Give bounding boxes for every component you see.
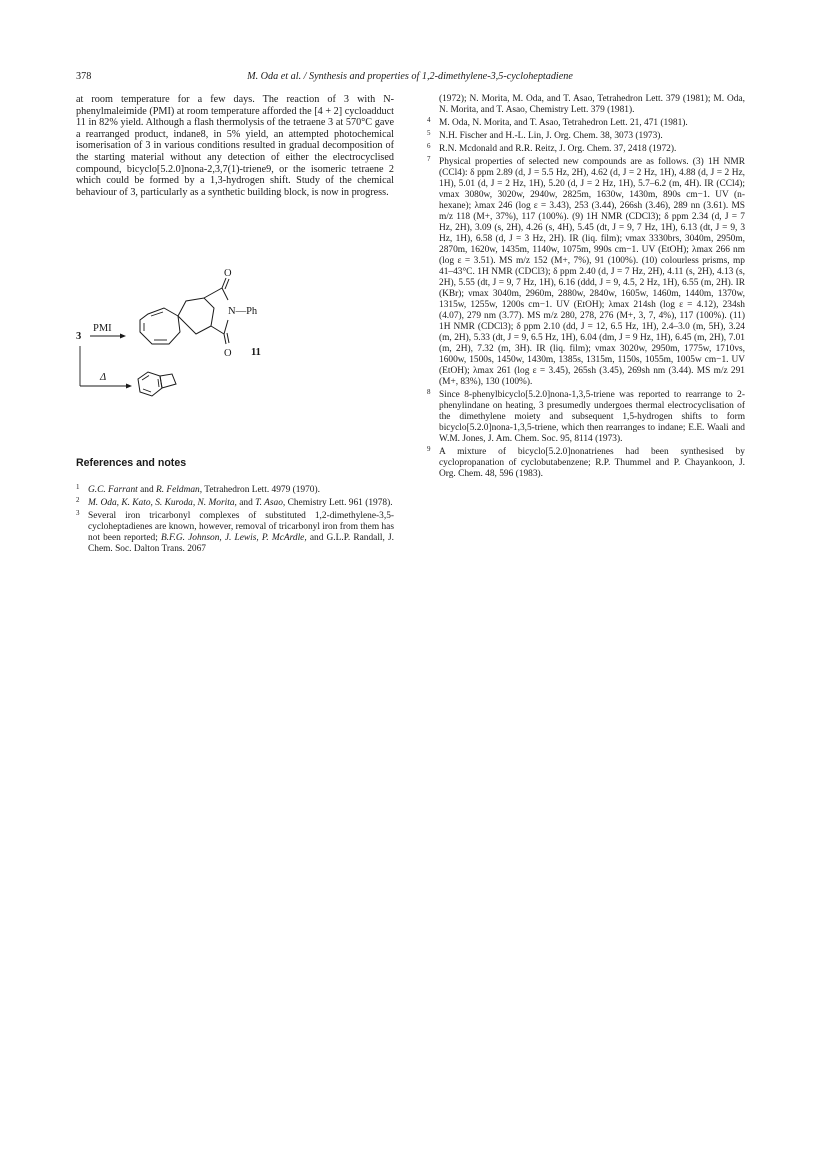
reaction-scheme <box>76 268 394 436</box>
page-header <box>76 71 744 87</box>
running-title: M. Oda et al. / Synthesis and properties of 1,2-dimethylene-3,5-cycloheptadiene <box>247 71 573 82</box>
arrow-head-pmi <box>120 334 126 339</box>
reference-2: 2 M. Oda, K. Kato, S. Kuroda, N. Morita, and T. Asao, Chemistry Lett. 961 (1978). <box>76 496 393 508</box>
reference-6: 6 R.N. Mcdonald and R.R. Reitz, J. Org. Chem. 37, 2418 (1972). <box>427 142 677 154</box>
compound-11-label: 11 <box>251 347 261 358</box>
body-paragraph: at room temperature for a few days. The reaction of 3 with N-phenylmaleimide (PMI) at room temperature afforded the [4 + 2] cycloadduct 11 in 82% yield. Although a flash thermolysis of the tetraene 3 at 570°C gave a rearranged product, indane8, in 5% yield, an attempted photochemical isomerisation of 3 in various conditions resulted in gradual decomposition of the starting material without any detection of either the electrocyclised compound, bicyclo[5.2.0]nona-2,3,7(1)-triene9, or the isomeric tetraene 2 which could be formed by a 1,3-hydrogen shift. Study of the chemical behaviour of 3, particularly as a synthetic building block, is now in progress. <box>76 94 394 198</box>
compound-3-label: 3 <box>76 331 82 342</box>
references-heading: References and notes <box>76 457 187 469</box>
carbonyl-oxygen-bottom: O <box>224 348 232 359</box>
indane-cyclopentane-ring <box>160 374 176 388</box>
arrow-head-heat <box>126 384 132 389</box>
reagent-pmi-label: PMI <box>93 323 112 334</box>
reference-3-continued: (1972); N. Morita, M. Oda, and T. Asao, Tetrahedron Lett. 379 (1981); M. Oda, N. Morita, and T. Asao, Chemistry Lett. 379 (1981). <box>439 94 745 115</box>
n-phenyl-label: N—Ph <box>228 306 258 317</box>
carbonyl-oxygen-top: O <box>224 268 232 279</box>
heat-symbol: Δ <box>100 372 107 383</box>
cyclohexane-ring <box>178 298 214 334</box>
references-right <box>427 94 745 480</box>
reference-4: 4 M. Oda, N. Morita, and T. Asao, Tetrahedron Lett. 21, 471 (1981). <box>427 116 688 128</box>
reference-7: 7 Physical properties of selected new compounds are as follows. (3) 1H NMR (CCl4): δ ppm 2.89 (d, J = 5.5 Hz, 2H), 4.62 (d, J = 2 Hz, 1H), 4.88 (d, J = 2 Hz, 1H), 5.01 (d, J = 2 Hz, 1H), 5.20 (d, J = 2 Hz, 1H), 5.7–6.2 (m, 4H). IR (CCl4); νmax 3080w, 3020w, 2940w, 2825m, 1630w, 1430m, 890s cm−1. UV (n-hexane); λmax 246 (log ε = 3.43), 253 (3.44), 266sh (3.46), 289 nn (3.61). MS m/z 118 (M+, 37%), 117 (100%). (9) 1H NMR (CDCl3); δ ppm 2.34 (d, J = 7 Hz, 2H), 3.09 (s, 2H), 4.26 (s, 4H), 5.45 (dt, J = 9, 7 Hz, 1H), 6.13 (dt, J = 9, 3 Hz, 1H), 6.58 (d, J = 3 Hz, 2H). IR (liq. film); νmax 3330brs, 3040m, 2950m, 2870m, 1620w, 1435m, 1140w, 1075m, 990s cm−1. UV (EtOH); λmax 266 nm (log ε = 3.51). MS m/z 152 (M+, 7%), 91 (100%). (10) colourless prisms, mp 41–43°C. 1H NMR (CDCl3); δ ppm 2.40 (d, J = 7 Hz, 2H), 4.11 (s, 2H), 4.13 (s, 2H), 5.55 (dt, J = 9, 7 Hz, 1H), 6.16 (ddd, J = 9, 4.5, 2 Hz, 1H), 6.55 (m, 2H). IR (KBr); νmax 3040m, 2960m, 2880w, 2840w, 1605w, 1460m, 1440m, 1370w, 1315w, 1255w, 1200s cm−1. UV (EtOH); λmax 214sh (log ε = 4.12), 234sh (4.07), 279 nm (3.77). MS m/z 280, 278, 276 (M+, 3, 7, 4%), 117 (100%). (11) 1H NMR (CDCl3); δ ppm 2.10 (dd, J = 12, 6.5 Hz, 1H), 2.4–3.0 (m, 5H), 3.24 (m, 2H), 5.33 (dt, J = 9, 6.5 Hz, 1H), 6.04 (dm, J = 9 Hz, 1H), 6.45 (m, 2H), 7.01 (m, 2H), 7.32 (m, 3H). IR (liq. film); νmax 3020w, 2950m, 1775w, 1710vs, 1600w, 1500s, 1450w, 1430m, 1385s, 1315m, 1150s, 1055m, 1005w cm−1. UV (EtOH); λmax 261 (log ε = 3.45), 265sh (3.45), 269sh nm (3.44). MS m/z 291 (M+, 83%), 130 (100%). <box>427 155 745 387</box>
reference-9: 9 A mixture of bicyclo[5.2.0]nonatrienes had been synthesised by cyclopropanation of cyclobutabenzene; R.P. Thummel and P. Chayankoon, J. Org. Chem. 48, 596 (1983). <box>427 445 745 479</box>
reference-8: 8 Since 8-phenylbicyclo[5.2.0]nona-1,3,5-triene was reported to rearrange to 2-phenylindane on heating, 3 presumedly undergoes thermal electrocyclisation of the dimethylene moiety and subsequent 1,5-hydrogen shifts to form bicyclo[5.2.0]nona-1,3,5-triene, which then rearranges to indane; E.E. Waali and W.M. Jones, J. Am. Chem. Soc. 95, 8114 (1973). <box>427 388 745 444</box>
reference-3: 3 Several iron tricarbonyl complexes of substituted 1,2-dimethylene-3,5-cycloheptadienes are known, however, removal of tricarbonyl iron from them has not been reported; B.F.G. Johnson, J. Lewis, P. McArdle, and G.L.P. Randall, J. Chem. Soc. Dalton Trans. 2067 <box>76 509 395 554</box>
reference-5: 5 N.H. Fischer and H.-L. Lin, J. Org. Chem. 38, 3073 (1973). <box>427 129 663 141</box>
page-number: 378 <box>76 71 92 82</box>
reference-1: 1 G.C. Farrant and R. Feldman, Tetrahedron Lett. 4979 (1970). <box>76 483 320 495</box>
references-left <box>76 485 394 555</box>
